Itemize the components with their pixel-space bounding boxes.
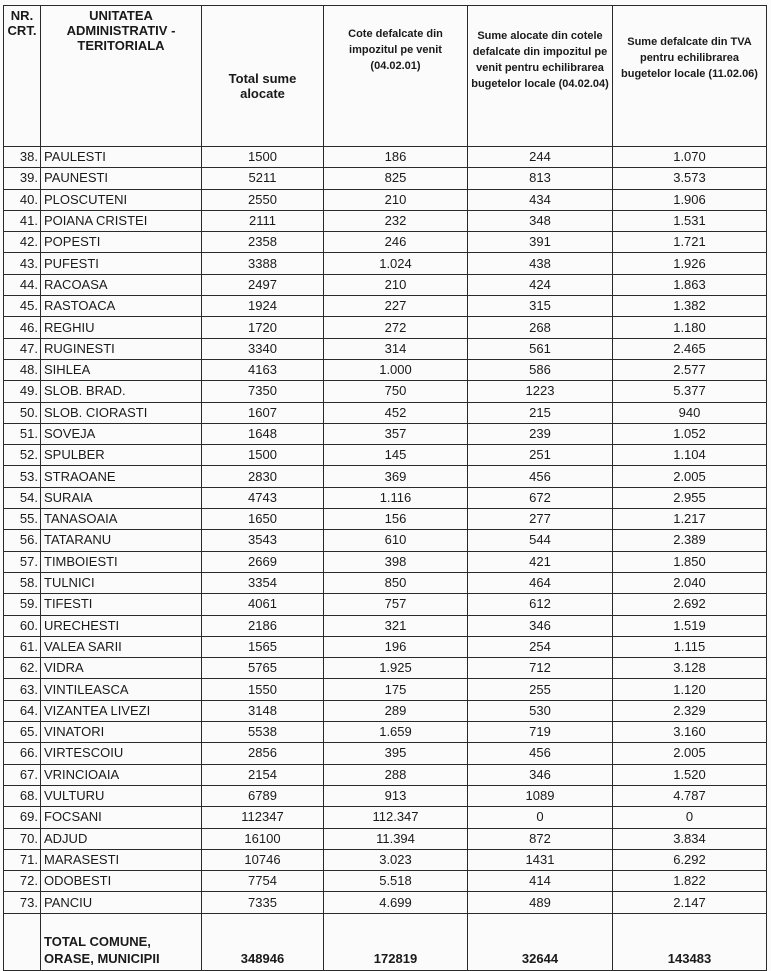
cell-cote: 610 — [324, 530, 468, 551]
cell-cote: 5.518 — [324, 871, 468, 892]
cell-tva: 1.217 — [613, 509, 767, 530]
cell-nr: 40. — [4, 189, 41, 210]
cell-sume: 1431 — [468, 849, 613, 870]
cell-tva: 2.465 — [613, 338, 767, 359]
cell-name: ODOBESTI — [41, 871, 202, 892]
cell-cote: 186 — [324, 147, 468, 168]
cell-cote: 112.347 — [324, 807, 468, 828]
cell-nr: 60. — [4, 615, 41, 636]
header-sume: Sume alocate din cotele defalcate din impozitul pe venit pentru echilibrarea bugetelor locale (04.02.04) — [468, 6, 613, 147]
cell-tva: 2.389 — [613, 530, 767, 551]
cell-total: 2186 — [202, 615, 324, 636]
cell-name: VIRTESCOIU — [41, 743, 202, 764]
cell-name: RACOASA — [41, 274, 202, 295]
total-total: 348946 — [202, 913, 324, 970]
cell-cote: 398 — [324, 551, 468, 572]
cell-nr: 50. — [4, 402, 41, 423]
cell-name: VRINCIOAIA — [41, 764, 202, 785]
cell-cote: 757 — [324, 594, 468, 615]
cell-cote: 232 — [324, 210, 468, 231]
cell-tva: 2.329 — [613, 700, 767, 721]
table-row — [4, 466, 767, 487]
table-row — [4, 359, 767, 380]
cell-total: 7335 — [202, 892, 324, 913]
table-row — [4, 317, 767, 338]
cell-nr: 52. — [4, 445, 41, 466]
cell-total: 4743 — [202, 487, 324, 508]
cell-sume: 346 — [468, 764, 613, 785]
table-row — [4, 679, 767, 700]
cell-name: POIANA CRISTEI — [41, 210, 202, 231]
table-row — [4, 743, 767, 764]
table-row — [4, 274, 767, 295]
table-row — [4, 594, 767, 615]
cell-total: 1565 — [202, 636, 324, 657]
table-row — [4, 423, 767, 444]
cell-total: 1550 — [202, 679, 324, 700]
cell-name: MARASESTI — [41, 849, 202, 870]
cell-cote: 1.925 — [324, 658, 468, 679]
cell-nr: 45. — [4, 296, 41, 317]
cell-sume: 1089 — [468, 785, 613, 806]
cell-cote: 750 — [324, 381, 468, 402]
table-row — [4, 338, 767, 359]
cell-nr: 66. — [4, 743, 41, 764]
table-row — [4, 445, 767, 466]
cell-total: 2358 — [202, 232, 324, 253]
cell-total: 1500 — [202, 445, 324, 466]
table-row — [4, 785, 767, 806]
cell-sume: 544 — [468, 530, 613, 551]
cell-tva: 1.721 — [613, 232, 767, 253]
cell-tva: 1.863 — [613, 274, 767, 295]
table-row — [4, 296, 767, 317]
cell-name: RUGINESTI — [41, 338, 202, 359]
cell-total: 5211 — [202, 168, 324, 189]
cell-nr: 63. — [4, 679, 41, 700]
cell-name: PAULESTI — [41, 147, 202, 168]
cell-name: VINATORI — [41, 722, 202, 743]
cell-cote: 1.024 — [324, 253, 468, 274]
table-body — [4, 147, 767, 914]
cell-sume: 672 — [468, 487, 613, 508]
cell-nr: 51. — [4, 423, 41, 444]
cell-nr: 53. — [4, 466, 41, 487]
cell-nr: 69. — [4, 807, 41, 828]
cell-nr: 68. — [4, 785, 41, 806]
cell-sume: 872 — [468, 828, 613, 849]
cell-nr: 57. — [4, 551, 41, 572]
cell-tva: 1.531 — [613, 210, 767, 231]
cell-tva: 1.070 — [613, 147, 767, 168]
cell-nr: 64. — [4, 700, 41, 721]
cell-sume: 244 — [468, 147, 613, 168]
cell-sume: 456 — [468, 466, 613, 487]
cell-name: VALEA SARII — [41, 636, 202, 657]
cell-total: 1924 — [202, 296, 324, 317]
cell-tva: 2.005 — [613, 743, 767, 764]
cell-nr: 56. — [4, 530, 41, 551]
cell-cote: 321 — [324, 615, 468, 636]
cell-sume: 456 — [468, 743, 613, 764]
cell-cote: 314 — [324, 338, 468, 359]
cell-total: 2497 — [202, 274, 324, 295]
cell-total: 2856 — [202, 743, 324, 764]
cell-cote: 1.000 — [324, 359, 468, 380]
cell-cote: 227 — [324, 296, 468, 317]
cell-sume: 1223 — [468, 381, 613, 402]
table-row — [4, 572, 767, 593]
cell-sume: 489 — [468, 892, 613, 913]
cell-total: 3388 — [202, 253, 324, 274]
cell-tva: 6.292 — [613, 849, 767, 870]
cell-tva: 2.005 — [613, 466, 767, 487]
cell-sume: 561 — [468, 338, 613, 359]
cell-cote: 850 — [324, 572, 468, 593]
cell-nr: 48. — [4, 359, 41, 380]
cell-nr: 62. — [4, 658, 41, 679]
cell-cote: 289 — [324, 700, 468, 721]
cell-name: PUFESTI — [41, 253, 202, 274]
cell-tva: 2.955 — [613, 487, 767, 508]
table-row — [4, 871, 767, 892]
cell-tva: 1.926 — [613, 253, 767, 274]
cell-tva: 0 — [613, 807, 767, 828]
cell-cote: 913 — [324, 785, 468, 806]
table-row — [4, 636, 767, 657]
cell-name: VIZANTEA LIVEZI — [41, 700, 202, 721]
total-nr — [4, 913, 41, 970]
cell-sume: 255 — [468, 679, 613, 700]
cell-cote: 369 — [324, 466, 468, 487]
cell-nr: 65. — [4, 722, 41, 743]
cell-sume: 424 — [468, 274, 613, 295]
table-row — [4, 147, 767, 168]
cell-name: VULTURU — [41, 785, 202, 806]
cell-total: 3543 — [202, 530, 324, 551]
cell-tva: 3.128 — [613, 658, 767, 679]
cell-total: 1500 — [202, 147, 324, 168]
cell-tva: 3.160 — [613, 722, 767, 743]
cell-sume: 254 — [468, 636, 613, 657]
cell-sume: 277 — [468, 509, 613, 530]
cell-total: 2669 — [202, 551, 324, 572]
table-row — [4, 807, 767, 828]
cell-name: POPESTI — [41, 232, 202, 253]
cell-tva: 1.052 — [613, 423, 767, 444]
cell-cote: 11.394 — [324, 828, 468, 849]
cell-total: 1720 — [202, 317, 324, 338]
cell-name: RASTOACA — [41, 296, 202, 317]
total-row — [4, 913, 767, 970]
cell-sume: 391 — [468, 232, 613, 253]
cell-tva: 1.382 — [613, 296, 767, 317]
total-label: TOTAL COMUNE, ORASE, MUNICIPII — [41, 913, 202, 970]
cell-cote: 357 — [324, 423, 468, 444]
cell-cote: 1.116 — [324, 487, 468, 508]
cell-nr: 44. — [4, 274, 41, 295]
cell-total: 3148 — [202, 700, 324, 721]
table-row — [4, 402, 767, 423]
cell-tva: 1.180 — [613, 317, 767, 338]
header-row — [4, 6, 767, 147]
cell-name: PLOSCUTENI — [41, 189, 202, 210]
table-row — [4, 487, 767, 508]
cell-sume: 414 — [468, 871, 613, 892]
cell-sume: 434 — [468, 189, 613, 210]
cell-total: 4163 — [202, 359, 324, 380]
cell-cote: 156 — [324, 509, 468, 530]
cell-total: 10746 — [202, 849, 324, 870]
cell-sume: 346 — [468, 615, 613, 636]
cell-tva: 2.577 — [613, 359, 767, 380]
cell-name: TIMBOIESTI — [41, 551, 202, 572]
cell-total: 7350 — [202, 381, 324, 402]
cell-nr: 42. — [4, 232, 41, 253]
cell-total: 2154 — [202, 764, 324, 785]
cell-total: 7754 — [202, 871, 324, 892]
cell-name: URECHESTI — [41, 615, 202, 636]
table-row — [4, 210, 767, 231]
cell-sume: 813 — [468, 168, 613, 189]
cell-tva: 940 — [613, 402, 767, 423]
cell-sume: 464 — [468, 572, 613, 593]
cell-cote: 210 — [324, 189, 468, 210]
cell-tva: 2.692 — [613, 594, 767, 615]
table-row — [4, 828, 767, 849]
cell-nr: 38. — [4, 147, 41, 168]
cell-nr: 58. — [4, 572, 41, 593]
cell-name: TATARANU — [41, 530, 202, 551]
cell-tva: 2.040 — [613, 572, 767, 593]
cell-sume: 315 — [468, 296, 613, 317]
cell-cote: 452 — [324, 402, 468, 423]
cell-total: 2550 — [202, 189, 324, 210]
cell-tva: 1.120 — [613, 679, 767, 700]
header-total: Total sume alocate — [202, 6, 324, 147]
cell-cote: 1.659 — [324, 722, 468, 743]
cell-nr: 47. — [4, 338, 41, 359]
cell-nr: 71. — [4, 849, 41, 870]
table-row — [4, 849, 767, 870]
cell-total: 112347 — [202, 807, 324, 828]
cell-sume: 530 — [468, 700, 613, 721]
cell-name: SIHLEA — [41, 359, 202, 380]
cell-cote: 196 — [324, 636, 468, 657]
cell-nr: 49. — [4, 381, 41, 402]
cell-cote: 825 — [324, 168, 468, 189]
cell-sume: 586 — [468, 359, 613, 380]
table-row — [4, 764, 767, 785]
table-row — [4, 381, 767, 402]
table-row — [4, 530, 767, 551]
cell-nr: 59. — [4, 594, 41, 615]
cell-total: 2111 — [202, 210, 324, 231]
cell-nr: 61. — [4, 636, 41, 657]
cell-sume: 712 — [468, 658, 613, 679]
header-nr-crt: NR. CRT. — [4, 6, 41, 147]
cell-nr: 43. — [4, 253, 41, 274]
cell-nr: 70. — [4, 828, 41, 849]
cell-sume: 215 — [468, 402, 613, 423]
cell-tva: 1.104 — [613, 445, 767, 466]
cell-cote: 3.023 — [324, 849, 468, 870]
table-row — [4, 509, 767, 530]
cell-sume: 719 — [468, 722, 613, 743]
cell-nr: 39. — [4, 168, 41, 189]
cell-name: TULNICI — [41, 572, 202, 593]
total-sume: 32644 — [468, 913, 613, 970]
cell-cote: 246 — [324, 232, 468, 253]
table-row — [4, 551, 767, 572]
total-cote: 172819 — [324, 913, 468, 970]
cell-tva: 1.115 — [613, 636, 767, 657]
cell-name: SLOB. BRAD. — [41, 381, 202, 402]
cell-total: 1607 — [202, 402, 324, 423]
cell-nr: 73. — [4, 892, 41, 913]
table-row — [4, 700, 767, 721]
cell-sume: 612 — [468, 594, 613, 615]
cell-total: 5538 — [202, 722, 324, 743]
cell-tva: 5.377 — [613, 381, 767, 402]
header-unit: UNITATEA ADMINISTRATIV - TERITORIALA — [41, 6, 202, 147]
cell-cote: 288 — [324, 764, 468, 785]
cell-name: ADJUD — [41, 828, 202, 849]
cell-tva: 4.787 — [613, 785, 767, 806]
table-row — [4, 189, 767, 210]
cell-tva: 3.573 — [613, 168, 767, 189]
cell-tva: 1.822 — [613, 871, 767, 892]
cell-cote: 175 — [324, 679, 468, 700]
cell-sume: 239 — [468, 423, 613, 444]
cell-name: SOVEJA — [41, 423, 202, 444]
cell-total: 3354 — [202, 572, 324, 593]
cell-sume: 421 — [468, 551, 613, 572]
cell-nr: 72. — [4, 871, 41, 892]
table-row — [4, 722, 767, 743]
cell-tva: 1.906 — [613, 189, 767, 210]
cell-tva: 2.147 — [613, 892, 767, 913]
cell-total: 2830 — [202, 466, 324, 487]
cell-nr: 54. — [4, 487, 41, 508]
cell-nr: 55. — [4, 509, 41, 530]
cell-name: SURAIA — [41, 487, 202, 508]
table-row — [4, 658, 767, 679]
cell-total: 4061 — [202, 594, 324, 615]
cell-cote: 272 — [324, 317, 468, 338]
cell-nr: 46. — [4, 317, 41, 338]
cell-sume: 251 — [468, 445, 613, 466]
cell-tva: 1.850 — [613, 551, 767, 572]
cell-tva: 1.520 — [613, 764, 767, 785]
cell-cote: 4.699 — [324, 892, 468, 913]
header-cote: Cote defalcate din impozitul pe venit (04.02.01) — [324, 6, 468, 147]
cell-name: TIFESTI — [41, 594, 202, 615]
cell-total: 6789 — [202, 785, 324, 806]
table-row — [4, 168, 767, 189]
cell-sume: 348 — [468, 210, 613, 231]
cell-name: FOCSANI — [41, 807, 202, 828]
cell-cote: 395 — [324, 743, 468, 764]
cell-tva: 1.519 — [613, 615, 767, 636]
cell-total: 16100 — [202, 828, 324, 849]
cell-total: 5765 — [202, 658, 324, 679]
cell-nr: 41. — [4, 210, 41, 231]
total-tva: 143483 — [613, 913, 767, 970]
cell-name: SLOB. CIORASTI — [41, 402, 202, 423]
header-tva: Sume defalcate din TVA pentru echilibrarea bugetelor locale (11.02.06) — [613, 6, 767, 147]
table-row — [4, 253, 767, 274]
cell-name: PAUNESTI — [41, 168, 202, 189]
cell-total: 1648 — [202, 423, 324, 444]
cell-name: VIDRA — [41, 658, 202, 679]
cell-cote: 210 — [324, 274, 468, 295]
table-row — [4, 892, 767, 913]
table-row — [4, 232, 767, 253]
cell-sume: 268 — [468, 317, 613, 338]
cell-sume: 0 — [468, 807, 613, 828]
cell-name: PANCIU — [41, 892, 202, 913]
cell-total: 1650 — [202, 509, 324, 530]
cell-tva: 3.834 — [613, 828, 767, 849]
cell-name: TANASOAIA — [41, 509, 202, 530]
cell-name: STRAOANE — [41, 466, 202, 487]
cell-total: 3340 — [202, 338, 324, 359]
cell-name: SPULBER — [41, 445, 202, 466]
cell-name: REGHIU — [41, 317, 202, 338]
table-row — [4, 615, 767, 636]
allocation-table — [3, 5, 767, 971]
cell-name: VINTILEASCA — [41, 679, 202, 700]
cell-nr: 67. — [4, 764, 41, 785]
cell-sume: 438 — [468, 253, 613, 274]
cell-cote: 145 — [324, 445, 468, 466]
